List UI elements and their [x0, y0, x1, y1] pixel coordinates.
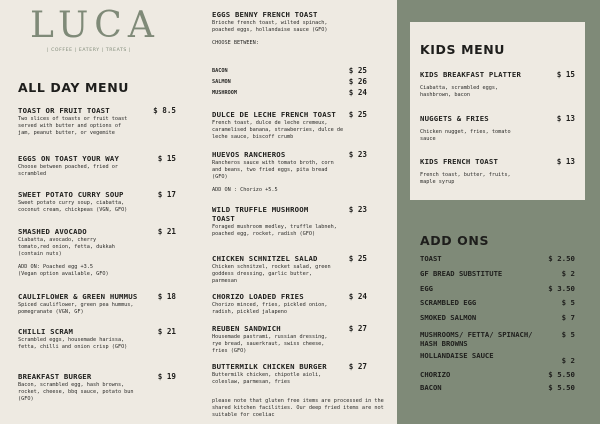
item-name: BUTTERMILK CHICKEN BURGER	[212, 362, 327, 371]
item-name: CHILLI SCRAM	[18, 327, 74, 336]
item-name: CHICKEN SCHNITZEL SALAD	[212, 254, 318, 263]
add-on-row	[420, 383, 575, 392]
add-on-name: EGG	[420, 284, 433, 293]
option-name: SALMON	[212, 78, 231, 85]
item-price: $ 23	[348, 150, 367, 159]
item-name: KIDS FRENCH TOAST	[420, 157, 499, 166]
item-price: $ 8.5	[153, 106, 176, 115]
item-name: CHORIZO LOADED FRIES	[212, 292, 304, 301]
menu-item	[18, 190, 176, 214]
add-on-price: $ 5.50	[548, 383, 575, 392]
item-description: Ciabatta, avocado, cherry tomato,red onion, fetta, dukkah (contain nuts)	[18, 237, 115, 258]
item-description: Two slices of toasts or fruit toast served with butter and options of jam, peanut butter, or vegemite	[18, 116, 128, 137]
option-row	[212, 75, 367, 86]
item-description: Rancheros sauce with tomato broth, corn and beans, two fried eggs, pita bread (GFO)	[212, 160, 334, 181]
add-on-name: MUSHROOMS/ FETTA/ SPINACH/ HASH BROWNS	[420, 330, 533, 348]
add-on-note: ADD ON: Poached egg +3.5 (Vegan option available, GFO)	[18, 263, 109, 277]
add-on-row	[420, 269, 575, 278]
logo-tagline: | COFFEE | EATERY | TREATS |	[46, 48, 132, 53]
item-price: $ 19	[157, 372, 176, 381]
menu-item	[212, 324, 367, 356]
item-price: $ 25	[348, 254, 367, 263]
kids-menu-item	[420, 70, 575, 99]
item-description: Spiced cauliflower, green pea hummus, pomegranate (VGN, GF)	[18, 302, 134, 316]
add-on-price: $ 3.50	[548, 284, 575, 293]
add-on-row	[420, 351, 575, 365]
item-price: $ 21	[157, 227, 176, 236]
gluten-free-disclaimer: please note that gluten free items are processed in the shared kitchen facilities. Our deep fried items are not suitable for coeliac	[212, 398, 384, 419]
add-on-row	[420, 330, 575, 348]
item-price: $ 27	[348, 324, 367, 333]
item-description: Sweet potato curry soup, ciabatta, coconut cream, chickpeas (VGN, GFO)	[18, 200, 128, 214]
add-on-name: GF BREAD SUBSTITUTE	[420, 269, 503, 278]
item-description: Chicken nugget, fries, tomato sauce	[420, 129, 511, 143]
menu-item	[18, 106, 176, 138]
add-on-name: HOLLANDAISE SAUCE	[420, 351, 494, 360]
item-name: TOAST OR FRUIT TOAST	[18, 106, 110, 115]
choose-between-label: CHOOSE BETWEEN:	[212, 40, 259, 47]
item-description: French toast, dulce de leche cremeux, caramelised banana, strawberries, dulce de leche sauce, biscoff crumb	[212, 120, 344, 141]
item-price: $ 23	[348, 205, 367, 214]
item-description: Choose between poached, fried or scrambled	[18, 164, 118, 178]
add-ons-title: ADD ONS	[420, 233, 490, 248]
item-name: NUGGETS & FRIES	[420, 114, 489, 123]
item-description: Scrambled eggs, housemade harissa, fetta, chilli and onion crisp (GFO)	[18, 337, 128, 351]
item-name: SMASHED AVOCADO	[18, 227, 87, 236]
item-name: CAULIFLOWER & GREEN HUMMUS	[18, 292, 138, 301]
option-row	[212, 86, 367, 97]
menu-item	[212, 10, 367, 48]
add-on-row	[420, 284, 575, 293]
menu-item	[18, 154, 176, 178]
item-price: $ 13	[556, 157, 575, 166]
menu-item	[18, 327, 176, 351]
menu-item	[212, 110, 367, 142]
add-on-row	[420, 370, 575, 379]
kids-menu-item	[420, 114, 575, 143]
item-description: Chorizo minced, fries, pickled onion, radish, pickled jalapeno	[212, 302, 328, 316]
add-on-name: TOAST	[420, 254, 442, 263]
add-on-price: $ 7	[561, 313, 575, 322]
item-price: $ 15	[556, 70, 575, 79]
item-description: Ciabatta, scrambled eggs, hashbrown, bacon	[420, 85, 499, 99]
menu-item	[18, 227, 176, 278]
add-on-price: $ 2	[561, 269, 575, 278]
item-description: Housemade pastrami, russian dressing, rye bread, sauerkraut, swiss cheese, fries (GFO)	[212, 334, 328, 355]
add-on-row	[420, 298, 575, 307]
add-on-name: BACON	[420, 383, 442, 392]
kids-menu-item	[420, 157, 575, 186]
item-name: EGGS ON TOAST YOUR WAY	[18, 154, 120, 163]
menu-item	[212, 362, 367, 386]
item-name: HUEVOS RANCHEROS	[212, 150, 286, 159]
add-on-price: $ 5	[561, 330, 575, 339]
option-name: BACON	[212, 67, 228, 74]
option-name: MUSHROOM	[212, 89, 237, 96]
all-day-menu-title: ALL DAY MENU	[18, 80, 130, 95]
menu-item	[212, 292, 367, 316]
menu-item	[212, 205, 367, 238]
item-description: Brioche french toast, wilted spinach, poached eggs, hollandaise sauce (GFO)	[212, 20, 328, 34]
add-on-name: SMOKED SALMON	[420, 313, 477, 322]
item-name: BREAKFAST BURGER	[18, 372, 92, 381]
add-on-name: CHORIZO	[420, 370, 451, 379]
option-price: $ 26	[348, 77, 367, 86]
option-price: $ 24	[348, 88, 367, 97]
add-on-price: $ 2	[561, 356, 575, 365]
add-on-row	[420, 313, 575, 322]
menu-item	[18, 372, 176, 404]
option-row	[212, 64, 367, 75]
item-name: EGGS BENNY FRENCH TOAST	[212, 10, 318, 19]
add-on-price: $ 2.50	[548, 254, 575, 263]
menu-item	[212, 150, 367, 194]
item-name: DULCE DE LECHE FRENCH TOAST	[212, 110, 337, 119]
item-description: French toast, butter, fruits, maple syrup	[420, 172, 511, 186]
item-price: $ 21	[157, 327, 176, 336]
item-price: $ 15	[157, 154, 176, 163]
menu-item	[212, 254, 367, 286]
item-name: KIDS BREAKFAST PLATTER	[420, 70, 522, 79]
option-price: $ 25	[348, 66, 367, 75]
menu-item	[18, 292, 176, 316]
item-price: $ 25	[348, 110, 367, 119]
item-price: $ 13	[556, 114, 575, 123]
item-description: Bacon, scrambled egg, hash browns, rocket, cheese, bbq sauce, potato bun (GFO)	[18, 382, 134, 403]
item-description: Chicken schnitzel, rocket salad, green goddess dressing, garlic butter, parmesan	[212, 264, 331, 285]
option-list	[212, 64, 367, 97]
item-price: $ 18	[157, 292, 176, 301]
add-on-row	[420, 254, 575, 263]
add-on-name: SCRAMBLED EGG	[420, 298, 477, 307]
add-on-note: ADD ON : Chorizo +5.5	[212, 186, 278, 193]
add-on-price: $ 5	[561, 298, 575, 307]
item-description: Foraged mushroom medley, truffle labneh, poached egg, rocket, radish (GFO)	[212, 224, 337, 238]
item-name: SWEET POTATO CURRY SOUP	[18, 190, 124, 199]
item-name: REUBEN SANDWICH	[212, 324, 281, 333]
logo	[30, 5, 160, 53]
item-name: WILD TRUFFLE MUSHROOM TOAST	[212, 205, 309, 223]
kids-menu-title: KIDS MENU	[420, 42, 506, 57]
item-description: Buttermilk chicken, chipotle aioli, coleslaw, parmesan, fries	[212, 372, 322, 386]
logo-wordmark: LUCA	[30, 5, 160, 46]
add-on-price: $ 5.50	[548, 370, 575, 379]
item-price: $ 17	[157, 190, 176, 199]
item-price: $ 24	[348, 292, 367, 301]
item-price: $ 27	[348, 362, 367, 371]
